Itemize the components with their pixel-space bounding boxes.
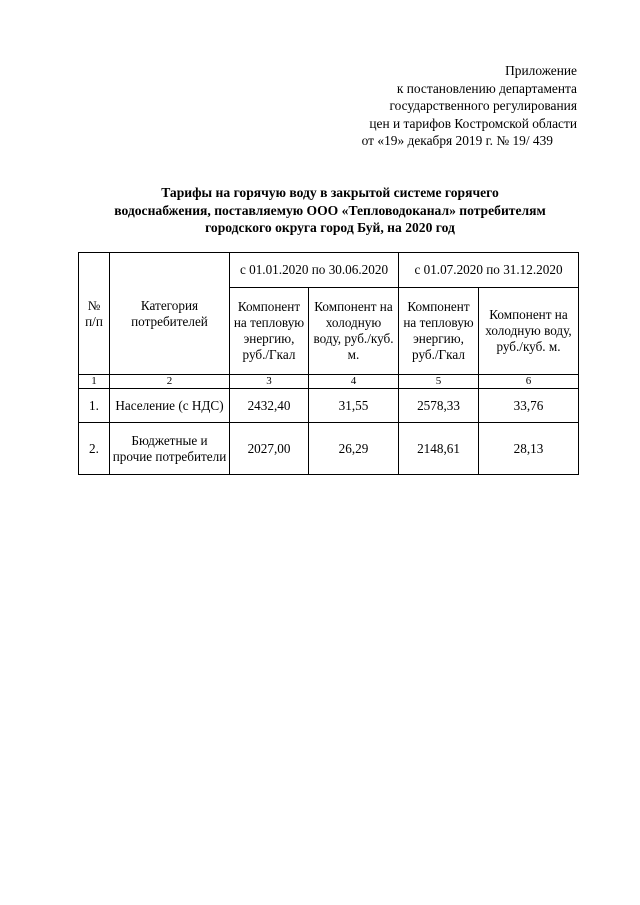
appendix-line: государственного регулирования	[389, 98, 577, 114]
row-category: Население (с НДС)	[110, 389, 230, 423]
row-value: 2148,61	[399, 423, 479, 475]
tariff-table	[78, 252, 579, 475]
col-number: 2	[110, 375, 230, 389]
appendix-line: цен и тарифов Костромской области	[369, 115, 577, 131]
row-value: 33,76	[479, 389, 579, 423]
appendix-block	[362, 62, 577, 150]
header-num: № п/п	[79, 253, 110, 375]
row-value: 26,29	[309, 423, 399, 475]
title-line: Тарифы на горячую воду в закрытой системе горячего	[161, 185, 499, 200]
appendix-line: к постановлению департамента	[396, 80, 577, 96]
header-category: Категория потребителей	[110, 253, 230, 375]
col-number: 5	[399, 375, 479, 389]
row-num: 2.	[79, 423, 110, 475]
header-thermal-1: Компонент на тепловую энергию, руб./Гкал	[230, 288, 309, 375]
col-number: 3	[230, 375, 309, 389]
row-value: 2578,33	[399, 389, 479, 423]
row-value: 2027,00	[230, 423, 309, 475]
col-number: 1	[79, 375, 110, 389]
header-period-1: с 01.01.2020 по 30.06.2020	[230, 253, 399, 288]
header-cold-2: Компонент на холодную воду, руб./куб. м.	[479, 288, 579, 375]
appendix-line: от «19» декабря 2019 г. № 19/ 439	[361, 133, 553, 149]
row-category: Бюджетные и прочие потребители	[110, 423, 230, 475]
table-row	[79, 389, 579, 423]
header-period-2: с 01.07.2020 по 31.12.2020	[399, 253, 579, 288]
table-row	[79, 423, 579, 475]
row-value: 2432,40	[230, 389, 309, 423]
col-number: 6	[479, 375, 579, 389]
row-value: 28,13	[479, 423, 579, 475]
title-line: водоснабжения, поставляемую ООО «Тепловодоканал» потребителям	[114, 202, 546, 218]
header-thermal-2: Компонент на тепловую энергию, руб./Гкал	[399, 288, 479, 375]
row-num: 1.	[79, 389, 110, 423]
appendix-line: Приложение	[505, 63, 577, 78]
col-number: 4	[309, 375, 399, 389]
header-cold-1: Компонент на холодную воду, руб./куб. м.	[309, 288, 399, 375]
title-line: городского округа город Буй, на 2020 год	[205, 220, 455, 236]
document-title	[60, 184, 600, 237]
row-value: 31,55	[309, 389, 399, 423]
